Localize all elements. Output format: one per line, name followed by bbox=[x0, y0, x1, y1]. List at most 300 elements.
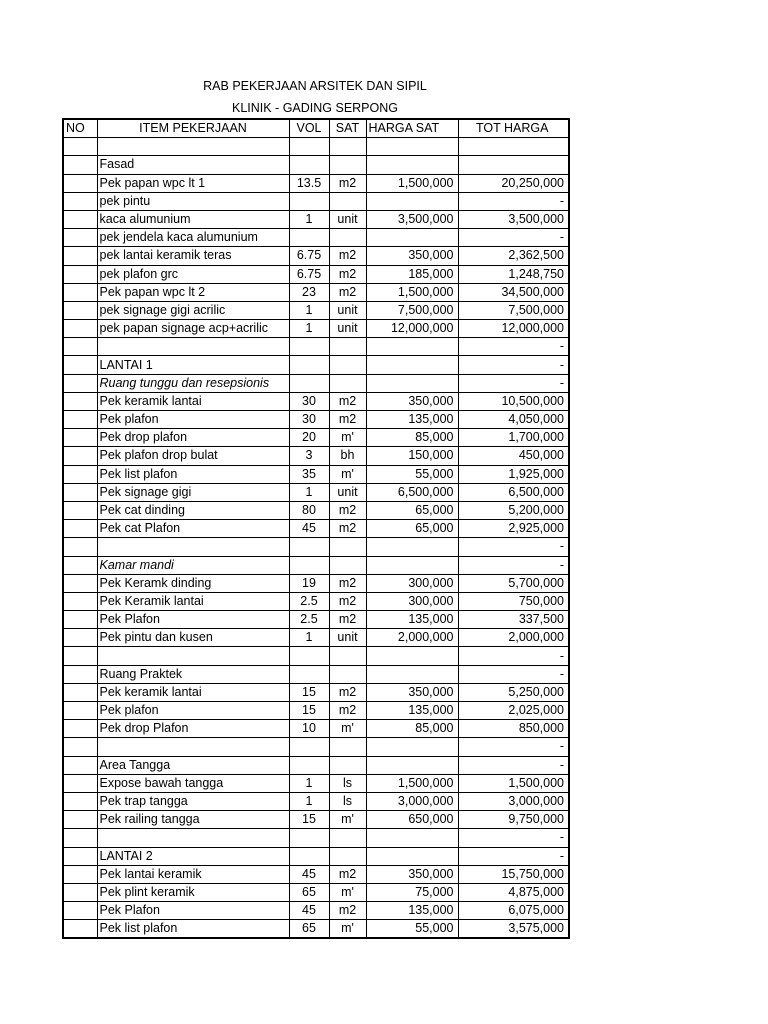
cell-harga-sat: 75,000 bbox=[366, 883, 458, 901]
table-row bbox=[63, 811, 569, 829]
cell-item: pek plafon grc bbox=[97, 265, 289, 283]
cell-no bbox=[63, 683, 97, 701]
cell-item: Pek railing tangga bbox=[97, 811, 289, 829]
cell-harga-sat: 3,000,000 bbox=[366, 792, 458, 810]
cell-no bbox=[63, 411, 97, 429]
cell-sat: m' bbox=[329, 920, 366, 939]
cell-no bbox=[63, 283, 97, 301]
cell-vol: 15 bbox=[289, 683, 329, 701]
cell-sat: m2 bbox=[329, 683, 366, 701]
cell-harga-sat: 1,500,000 bbox=[366, 774, 458, 792]
table-row bbox=[63, 411, 569, 429]
cell-sat bbox=[329, 556, 366, 574]
cell-no bbox=[63, 902, 97, 920]
table-row bbox=[63, 138, 569, 156]
cell-no bbox=[63, 629, 97, 647]
cell-tot-harga: 5,700,000 bbox=[458, 574, 569, 592]
cell-harga-sat bbox=[366, 738, 458, 756]
cell-no bbox=[63, 174, 97, 192]
cell-item: Pek Plafon bbox=[97, 902, 289, 920]
cell-sat: ls bbox=[329, 774, 366, 792]
cell-tot-harga bbox=[458, 156, 569, 174]
table-row bbox=[63, 629, 569, 647]
cell-tot-harga: 2,025,000 bbox=[458, 702, 569, 720]
cell-sat bbox=[329, 538, 366, 556]
cell-no bbox=[63, 156, 97, 174]
table-row bbox=[63, 520, 569, 538]
cell-vol: 65 bbox=[289, 920, 329, 939]
cell-tot-harga: 750,000 bbox=[458, 592, 569, 610]
cell-vol: 45 bbox=[289, 520, 329, 538]
cell-sat: m' bbox=[329, 720, 366, 738]
table-row bbox=[63, 865, 569, 883]
cell-item bbox=[97, 538, 289, 556]
cell-item bbox=[97, 647, 289, 665]
cell-tot-harga: 1,248,750 bbox=[458, 265, 569, 283]
table-row bbox=[63, 738, 569, 756]
cell-tot-harga: 5,200,000 bbox=[458, 501, 569, 519]
cell-no bbox=[63, 920, 97, 939]
cell-sat: m' bbox=[329, 883, 366, 901]
cell-sat bbox=[329, 338, 366, 356]
cell-vol: 1 bbox=[289, 301, 329, 319]
cell-item: Pek plint keramik bbox=[97, 883, 289, 901]
cell-vol bbox=[289, 138, 329, 156]
table-row bbox=[63, 774, 569, 792]
cell-no bbox=[63, 447, 97, 465]
cell-tot-harga: - bbox=[458, 647, 569, 665]
table-row bbox=[63, 210, 569, 228]
cell-tot-harga: 4,875,000 bbox=[458, 883, 569, 901]
cell-vol bbox=[289, 229, 329, 247]
cell-sat: m2 bbox=[329, 520, 366, 538]
table-row bbox=[63, 756, 569, 774]
cell-no bbox=[63, 338, 97, 356]
cell-tot-harga: 1,500,000 bbox=[458, 774, 569, 792]
cell-no bbox=[63, 611, 97, 629]
cell-item: Pek keramik lantai bbox=[97, 392, 289, 410]
cell-sat: m' bbox=[329, 429, 366, 447]
cell-no bbox=[63, 392, 97, 410]
cell-no bbox=[63, 702, 97, 720]
table-row bbox=[63, 683, 569, 701]
cell-no bbox=[63, 720, 97, 738]
cell-harga-sat: 85,000 bbox=[366, 720, 458, 738]
cell-harga-sat: 300,000 bbox=[366, 592, 458, 610]
document-subtitle: KLINIK - GADING SERPONG bbox=[231, 101, 398, 115]
table-row bbox=[63, 320, 569, 338]
cell-sat bbox=[329, 138, 366, 156]
cell-tot-harga: 12,000,000 bbox=[458, 320, 569, 338]
table-row bbox=[63, 902, 569, 920]
cell-no bbox=[63, 792, 97, 810]
table-row bbox=[63, 174, 569, 192]
cell-item bbox=[97, 138, 289, 156]
table-row bbox=[63, 883, 569, 901]
cell-item: Pek signage gigi bbox=[97, 483, 289, 501]
cell-vol bbox=[289, 338, 329, 356]
cell-tot-harga: - bbox=[458, 538, 569, 556]
table-row bbox=[63, 574, 569, 592]
cell-harga-sat bbox=[366, 665, 458, 683]
cell-tot-harga: 450,000 bbox=[458, 447, 569, 465]
cell-harga-sat: 65,000 bbox=[366, 501, 458, 519]
cell-tot-harga: 5,250,000 bbox=[458, 683, 569, 701]
cell-tot-harga: 1,925,000 bbox=[458, 465, 569, 483]
cell-harga-sat bbox=[366, 538, 458, 556]
cell-item: Pek plafon bbox=[97, 411, 289, 429]
cell-harga-sat bbox=[366, 829, 458, 847]
cell-no bbox=[63, 847, 97, 865]
cell-tot-harga: 20,250,000 bbox=[458, 174, 569, 192]
cell-vol bbox=[289, 847, 329, 865]
cell-vol bbox=[289, 756, 329, 774]
table-row bbox=[63, 374, 569, 392]
cell-vol: 13.5 bbox=[289, 174, 329, 192]
cell-vol: 6.75 bbox=[289, 265, 329, 283]
cell-item: Kamar mandi bbox=[97, 556, 289, 574]
cell-item: Pek papan wpc lt 1 bbox=[97, 174, 289, 192]
cell-item: Pek Keramk dinding bbox=[97, 574, 289, 592]
cell-no bbox=[63, 374, 97, 392]
cell-item: LANTAI 2 bbox=[97, 847, 289, 865]
cell-item: Fasad bbox=[97, 156, 289, 174]
cell-sat: m2 bbox=[329, 501, 366, 519]
cell-harga-sat: 55,000 bbox=[366, 920, 458, 939]
cell-vol bbox=[289, 665, 329, 683]
table-body bbox=[63, 138, 569, 939]
cell-sat: unit bbox=[329, 301, 366, 319]
cell-item: Pek papan wpc lt 2 bbox=[97, 283, 289, 301]
cell-no bbox=[63, 465, 97, 483]
cell-vol: 1 bbox=[289, 629, 329, 647]
cell-harga-sat bbox=[366, 647, 458, 665]
cell-sat: m2 bbox=[329, 392, 366, 410]
header-tot-harga: TOT HARGA bbox=[458, 119, 569, 138]
cell-sat: ls bbox=[329, 792, 366, 810]
cell-no bbox=[63, 483, 97, 501]
cell-vol: 20 bbox=[289, 429, 329, 447]
cell-tot-harga: 2,000,000 bbox=[458, 629, 569, 647]
table-row bbox=[63, 192, 569, 210]
cell-item bbox=[97, 338, 289, 356]
table-row bbox=[63, 265, 569, 283]
cell-sat: m2 bbox=[329, 411, 366, 429]
cell-no bbox=[63, 574, 97, 592]
cell-harga-sat: 350,000 bbox=[366, 865, 458, 883]
cell-tot-harga: - bbox=[458, 756, 569, 774]
cell-vol: 23 bbox=[289, 283, 329, 301]
cell-no bbox=[63, 229, 97, 247]
cell-item: pek signage gigi acrilic bbox=[97, 301, 289, 319]
cell-vol: 10 bbox=[289, 720, 329, 738]
cell-vol: 1 bbox=[289, 774, 329, 792]
cell-tot-harga: - bbox=[458, 356, 569, 374]
cell-harga-sat: 650,000 bbox=[366, 811, 458, 829]
cell-tot-harga: 850,000 bbox=[458, 720, 569, 738]
cell-no bbox=[63, 829, 97, 847]
cell-item: Ruang tunggu dan resepsionis bbox=[97, 374, 289, 392]
cell-harga-sat bbox=[366, 356, 458, 374]
cell-sat: unit bbox=[329, 210, 366, 228]
cell-vol: 6.75 bbox=[289, 247, 329, 265]
table-row bbox=[63, 592, 569, 610]
cell-harga-sat: 85,000 bbox=[366, 429, 458, 447]
cell-harga-sat bbox=[366, 556, 458, 574]
document-title: RAB PEKERJAAN ARSITEK DAN SIPIL bbox=[203, 79, 427, 93]
cell-no bbox=[63, 738, 97, 756]
cell-harga-sat: 135,000 bbox=[366, 702, 458, 720]
cell-tot-harga: 34,500,000 bbox=[458, 283, 569, 301]
cell-harga-sat bbox=[366, 192, 458, 210]
cell-no bbox=[63, 538, 97, 556]
table-row bbox=[63, 229, 569, 247]
cell-item bbox=[97, 829, 289, 847]
cell-item: pek pintu bbox=[97, 192, 289, 210]
cell-tot-harga: - bbox=[458, 847, 569, 865]
cell-sat: unit bbox=[329, 320, 366, 338]
table-row bbox=[63, 665, 569, 683]
cell-vol: 45 bbox=[289, 865, 329, 883]
cell-item: Pek pintu dan kusen bbox=[97, 629, 289, 647]
cell-tot-harga: - bbox=[458, 338, 569, 356]
cell-sat: m2 bbox=[329, 611, 366, 629]
cell-harga-sat: 300,000 bbox=[366, 574, 458, 592]
cell-vol bbox=[289, 374, 329, 392]
cell-item: Area Tangga bbox=[97, 756, 289, 774]
cell-harga-sat bbox=[366, 138, 458, 156]
cell-tot-harga: - bbox=[458, 556, 569, 574]
cell-no bbox=[63, 301, 97, 319]
header-harga-sat: HARGA SAT bbox=[366, 119, 458, 138]
cell-tot-harga: - bbox=[458, 374, 569, 392]
cell-harga-sat: 7,500,000 bbox=[366, 301, 458, 319]
cell-no bbox=[63, 356, 97, 374]
cell-item: Expose bawah tangga bbox=[97, 774, 289, 792]
cell-harga-sat: 55,000 bbox=[366, 465, 458, 483]
cell-vol: 30 bbox=[289, 411, 329, 429]
cell-tot-harga: - bbox=[458, 738, 569, 756]
cell-vol bbox=[289, 156, 329, 174]
cell-vol bbox=[289, 556, 329, 574]
cell-tot-harga: 2,925,000 bbox=[458, 520, 569, 538]
cell-tot-harga: 9,750,000 bbox=[458, 811, 569, 829]
table-header-row bbox=[63, 119, 569, 138]
rab-table bbox=[62, 118, 570, 939]
cell-no bbox=[63, 138, 97, 156]
table-row bbox=[63, 920, 569, 939]
cell-item: Pek drop plafon bbox=[97, 429, 289, 447]
cell-sat: m' bbox=[329, 465, 366, 483]
cell-harga-sat: 135,000 bbox=[366, 611, 458, 629]
cell-sat: m2 bbox=[329, 247, 366, 265]
cell-no bbox=[63, 756, 97, 774]
cell-sat: m2 bbox=[329, 865, 366, 883]
cell-no bbox=[63, 192, 97, 210]
table-row bbox=[63, 429, 569, 447]
cell-harga-sat: 65,000 bbox=[366, 520, 458, 538]
table-row bbox=[63, 447, 569, 465]
cell-vol: 2.5 bbox=[289, 592, 329, 610]
cell-item: Pek Keramik lantai bbox=[97, 592, 289, 610]
cell-harga-sat bbox=[366, 847, 458, 865]
cell-tot-harga: 337,500 bbox=[458, 611, 569, 629]
cell-item: kaca alumunium bbox=[97, 210, 289, 228]
cell-tot-harga: 2,362,500 bbox=[458, 247, 569, 265]
table-row bbox=[63, 156, 569, 174]
cell-no bbox=[63, 811, 97, 829]
cell-vol: 15 bbox=[289, 811, 329, 829]
cell-harga-sat: 350,000 bbox=[366, 247, 458, 265]
cell-vol: 45 bbox=[289, 902, 329, 920]
cell-vol bbox=[289, 356, 329, 374]
cell-tot-harga: 1,700,000 bbox=[458, 429, 569, 447]
cell-sat: bh bbox=[329, 447, 366, 465]
table-row bbox=[63, 792, 569, 810]
cell-tot-harga: 10,500,000 bbox=[458, 392, 569, 410]
cell-no bbox=[63, 429, 97, 447]
cell-harga-sat: 135,000 bbox=[366, 902, 458, 920]
cell-sat bbox=[329, 647, 366, 665]
cell-no bbox=[63, 247, 97, 265]
cell-item: pek lantai keramik teras bbox=[97, 247, 289, 265]
cell-vol: 35 bbox=[289, 465, 329, 483]
cell-tot-harga: - bbox=[458, 192, 569, 210]
cell-harga-sat: 3,500,000 bbox=[366, 210, 458, 228]
cell-no bbox=[63, 647, 97, 665]
cell-tot-harga: 6,075,000 bbox=[458, 902, 569, 920]
cell-tot-harga: - bbox=[458, 665, 569, 683]
cell-no bbox=[63, 774, 97, 792]
cell-item: Pek trap tangga bbox=[97, 792, 289, 810]
cell-item: LANTAI 1 bbox=[97, 356, 289, 374]
cell-harga-sat: 2,000,000 bbox=[366, 629, 458, 647]
cell-vol bbox=[289, 829, 329, 847]
cell-item bbox=[97, 738, 289, 756]
cell-no bbox=[63, 592, 97, 610]
table-row bbox=[63, 392, 569, 410]
cell-tot-harga: - bbox=[458, 829, 569, 847]
cell-harga-sat: 150,000 bbox=[366, 447, 458, 465]
cell-sat bbox=[329, 829, 366, 847]
cell-sat bbox=[329, 847, 366, 865]
cell-no bbox=[63, 210, 97, 228]
cell-sat: m' bbox=[329, 811, 366, 829]
cell-item: Pek keramik lantai bbox=[97, 683, 289, 701]
cell-sat bbox=[329, 192, 366, 210]
table-row bbox=[63, 501, 569, 519]
cell-tot-harga: 4,050,000 bbox=[458, 411, 569, 429]
cell-sat: m2 bbox=[329, 902, 366, 920]
cell-sat bbox=[329, 665, 366, 683]
cell-harga-sat bbox=[366, 338, 458, 356]
table-row bbox=[63, 538, 569, 556]
header-item: ITEM PEKERJAAN bbox=[97, 119, 289, 138]
cell-vol: 30 bbox=[289, 392, 329, 410]
cell-harga-sat bbox=[366, 229, 458, 247]
cell-sat: unit bbox=[329, 483, 366, 501]
cell-no bbox=[63, 556, 97, 574]
cell-vol: 1 bbox=[289, 320, 329, 338]
cell-harga-sat: 350,000 bbox=[366, 392, 458, 410]
cell-sat bbox=[329, 756, 366, 774]
cell-item: Pek cat dinding bbox=[97, 501, 289, 519]
cell-harga-sat bbox=[366, 374, 458, 392]
table-row bbox=[63, 338, 569, 356]
cell-harga-sat: 1,500,000 bbox=[366, 174, 458, 192]
cell-vol bbox=[289, 192, 329, 210]
cell-item: Pek list plafon bbox=[97, 920, 289, 939]
cell-no bbox=[63, 883, 97, 901]
cell-item: Ruang Praktek bbox=[97, 665, 289, 683]
cell-harga-sat: 6,500,000 bbox=[366, 483, 458, 501]
cell-sat bbox=[329, 356, 366, 374]
table-row bbox=[63, 465, 569, 483]
cell-item: Pek list plafon bbox=[97, 465, 289, 483]
cell-no bbox=[63, 501, 97, 519]
cell-sat: m2 bbox=[329, 283, 366, 301]
table-row bbox=[63, 247, 569, 265]
cell-harga-sat: 12,000,000 bbox=[366, 320, 458, 338]
cell-sat bbox=[329, 156, 366, 174]
cell-item: Pek plafon drop bulat bbox=[97, 447, 289, 465]
table-row bbox=[63, 829, 569, 847]
cell-no bbox=[63, 520, 97, 538]
cell-vol: 19 bbox=[289, 574, 329, 592]
cell-item: Pek lantai keramik bbox=[97, 865, 289, 883]
table-row bbox=[63, 647, 569, 665]
cell-vol: 15 bbox=[289, 702, 329, 720]
cell-no bbox=[63, 320, 97, 338]
cell-sat: m2 bbox=[329, 574, 366, 592]
cell-sat bbox=[329, 229, 366, 247]
cell-tot-harga: 15,750,000 bbox=[458, 865, 569, 883]
cell-vol: 1 bbox=[289, 792, 329, 810]
table-row bbox=[63, 556, 569, 574]
cell-sat bbox=[329, 374, 366, 392]
cell-vol: 1 bbox=[289, 483, 329, 501]
cell-vol: 80 bbox=[289, 501, 329, 519]
cell-no bbox=[63, 665, 97, 683]
table-row bbox=[63, 301, 569, 319]
header-sat: SAT bbox=[329, 119, 366, 138]
cell-vol bbox=[289, 738, 329, 756]
cell-vol bbox=[289, 647, 329, 665]
table-row bbox=[63, 611, 569, 629]
cell-no bbox=[63, 865, 97, 883]
cell-vol: 1 bbox=[289, 210, 329, 228]
cell-tot-harga: 3,500,000 bbox=[458, 210, 569, 228]
cell-item: Pek plafon bbox=[97, 702, 289, 720]
table-row bbox=[63, 702, 569, 720]
table-row bbox=[63, 356, 569, 374]
cell-sat: m2 bbox=[329, 702, 366, 720]
cell-no bbox=[63, 265, 97, 283]
cell-tot-harga: - bbox=[458, 229, 569, 247]
cell-harga-sat: 135,000 bbox=[366, 411, 458, 429]
cell-tot-harga: 7,500,000 bbox=[458, 301, 569, 319]
cell-tot-harga: 3,000,000 bbox=[458, 792, 569, 810]
cell-vol: 2.5 bbox=[289, 611, 329, 629]
cell-vol: 65 bbox=[289, 883, 329, 901]
cell-sat: m2 bbox=[329, 265, 366, 283]
cell-vol bbox=[289, 538, 329, 556]
table-row bbox=[63, 720, 569, 738]
cell-harga-sat bbox=[366, 756, 458, 774]
cell-sat: unit bbox=[329, 629, 366, 647]
cell-tot-harga bbox=[458, 138, 569, 156]
cell-tot-harga: 3,575,000 bbox=[458, 920, 569, 939]
